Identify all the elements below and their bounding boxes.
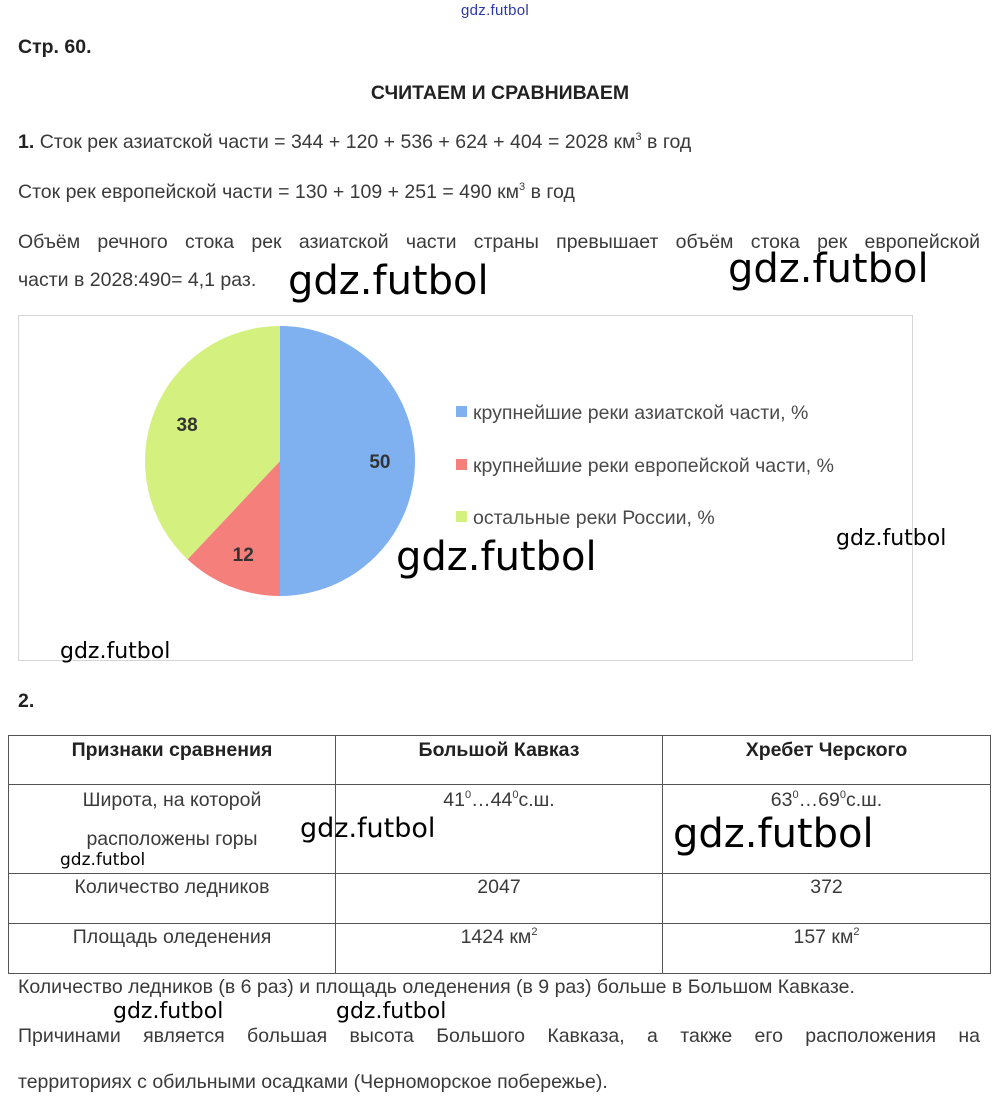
value-part: 63 (770, 789, 793, 811)
value-part: 1424 км (460, 926, 532, 948)
task1-line2 (18, 179, 575, 205)
task1-paragraph-line1: Объём речного стока рек азиатской части страны превышает объём стока рек европейской (18, 231, 980, 253)
task2-conclusion-2-line2: территориях с обильными осадками (Черноморское побережье). (18, 1071, 608, 1093)
legend-label-european: крупнейшие реки европейской части, % (473, 455, 834, 477)
pie-chart-svg (19, 316, 912, 660)
task1-line2-text: Сток рек европейской части = 130 + 109 + 251 = 490 км (18, 181, 520, 203)
legend-item-european (456, 455, 834, 478)
header-watermark: gdz.futbol (461, 2, 530, 19)
pie-data-label-other: 38 (176, 415, 198, 437)
value-part: с.ш. (518, 789, 555, 811)
value-part: с.ш. (845, 789, 883, 811)
label-line: расположены горы (86, 828, 258, 850)
watermark-text: gdz.futbol (336, 999, 447, 1024)
watermark-text: gdz.futbol (113, 999, 224, 1024)
value-sup: 0 (792, 789, 799, 801)
table-header-row (9, 736, 991, 785)
table-cell-value (336, 924, 663, 974)
pie-slice-asian (280, 326, 415, 596)
task1-number: 1. (18, 131, 35, 153)
legend-item-other (456, 507, 715, 530)
pie-data-label-asian: 50 (369, 452, 391, 473)
task2-number: 2. (18, 690, 35, 712)
task1-line1-tail: в год (641, 131, 692, 153)
watermark-text: gdz.futbol (60, 639, 171, 664)
watermark-text: gdz.futbol (836, 526, 947, 551)
legend-swatch-european (456, 459, 467, 470)
task1-line2-sup: 3 (519, 181, 526, 193)
legend-label-other: остальные реки России, % (473, 507, 715, 529)
value-sup: 0 (512, 789, 519, 801)
page-reference: Стр. 60. (18, 36, 92, 58)
table-row (9, 874, 991, 924)
table-cell-label: Площадь оледенения (9, 924, 336, 974)
pie-data-label-european: 12 (232, 544, 254, 566)
watermark-text: gdz.futbol (300, 813, 436, 844)
value-sup: 2 (531, 926, 538, 938)
table-cell-value (663, 924, 991, 974)
table-cell-value: 372 (663, 874, 991, 924)
task1-line2-tail: в год (525, 181, 575, 203)
legend-swatch-asian (456, 406, 467, 417)
task1-line1 (18, 129, 691, 155)
task2-conclusion-1: Количество ледников (в 6 раз) и площадь оледенения (в 9 раз) больше в Большом Кавказе. (18, 976, 855, 998)
section-heading: СЧИТАЕМ И СРАВНИВАЕМ (370, 82, 630, 104)
task1-line1-text: Сток рек азиатской части = 344 + 120 + 536 + 624 + 404 = 2028 км (39, 131, 636, 153)
watermark-text: gdz.futbol (60, 850, 146, 870)
watermark-text: gdz.futbol (728, 246, 929, 292)
task1-line1-sup: 3 (635, 131, 642, 143)
watermark-text: gdz.futbol (288, 258, 489, 304)
watermark-text: gdz.futbol (396, 534, 597, 580)
value-part: 157 км (793, 926, 854, 948)
value-part: …44 (471, 789, 513, 811)
table-cell-label: Количество ледников (9, 874, 336, 924)
value-part: 41 (443, 789, 465, 811)
value-sup: 0 (839, 789, 846, 801)
table-cell-value: 2047 (336, 874, 663, 924)
value-sup: 2 (853, 926, 860, 938)
label-line: Широта, на которой (82, 789, 262, 811)
table-header-cell: Большой Кавказ (336, 736, 663, 785)
task1-paragraph-line2: части в 2028:490= 4,1 раз. (18, 269, 257, 291)
table-row (9, 924, 991, 974)
value-sup: 0 (465, 789, 472, 801)
legend-label-asian: крупнейшие реки азиатской части, % (473, 402, 809, 424)
table-header-cell: Хребет Черского (663, 736, 991, 785)
pie-chart (18, 315, 913, 661)
watermark-text: gdz.futbol (673, 811, 874, 857)
table-cell-label (9, 785, 336, 874)
legend-item-asian (456, 402, 808, 425)
table-header-cell: Признаки сравнения (9, 736, 336, 785)
legend-swatch-other (456, 511, 467, 522)
task2-conclusion-2-line1: Причинами является большая высота Большого Кавказа, а также его расположения на (18, 1025, 980, 1047)
value-part: …69 (798, 789, 840, 811)
